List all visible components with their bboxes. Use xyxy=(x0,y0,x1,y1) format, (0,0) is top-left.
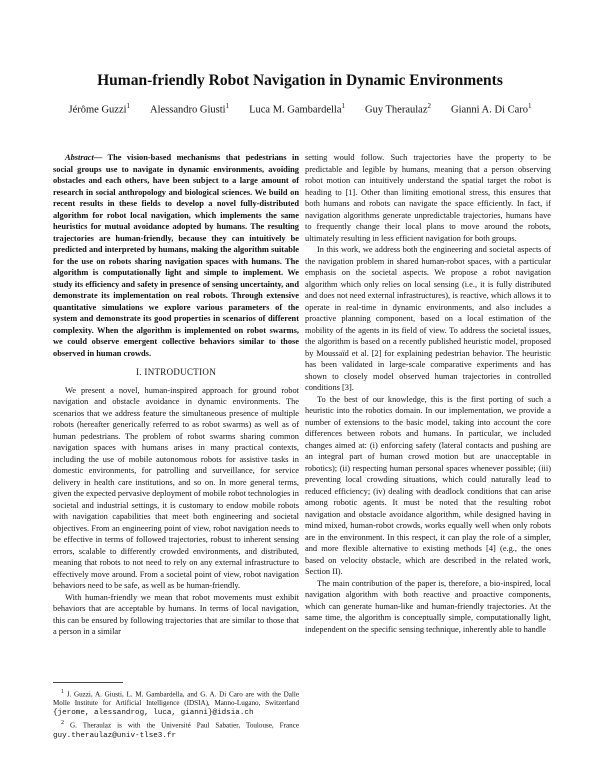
paragraph: With human-friendly we mean that robot movements must exhibit behaviors that are acceptable by humans. In terms of local navigation, this can be ensured by following trajectories that are similar to those that a person in a similar xyxy=(53,592,299,636)
author-email[interactable]: guy.theraulaz@univ-tlse3.fr xyxy=(53,731,177,740)
author: Jérôme Guzzi$^1$ xyxy=(68,102,131,116)
paper-title: Human-friendly Robot Navigation in Dynamic Environments xyxy=(97,72,503,89)
footnotes xyxy=(53,688,299,742)
right-column xyxy=(305,152,551,635)
author-list xyxy=(30,102,570,116)
abstract: Abstract— The vision-based mechanisms that pedestrians in social groups use to navigate in dynamic environments, avoiding obstacles and each others, have been subject to a large amount of research in social anthropology and biological sciences. We build on recent results in these fields to develop a novel fully-distributed algorithm for robot local navigation, which implements the same heuristics for mutual avoidance adopted by humans. The resulting trajectories are human-friendly, because they can intuitively be predicted and interpreted by humans, making the algorithm suitable for the use on robots sharing navigation spaces with humans. The algorithm is computationally light and simple to implement. We study its efficiency and safety in presence of sensing uncertainty, and demonstrate its implementation on real robots. Through extensive quantitative simulations we explore various parameters of the system and demonstrate its good properties in scenarios of different complexity. When the algorithm is implemented on robot swarms, we could observe emergent collective behaviors similar to those observed in human crowds. xyxy=(53,153,299,358)
author: Luca M. Gambardella$^1$ xyxy=(249,102,345,116)
author: Guy Theraulaz$^2$ xyxy=(365,102,431,116)
footnote-1: $^1$ J. Guzzi, A. Giusti, L. M. Gambardella, and G. A. Di Caro are with the Dalle Molle Institute for Artificial Intelligence (IDSIA), Manno-Lugano, Switzerland {jerome, alessandrog, luca, gianni}@idsia.ch xyxy=(53,689,299,718)
paragraph: To the best of our knowledge, this is the first porting of such a heuristic into the robotics domain. In our implementation, we provide a number of extensions to the basic model, taking into account the core differences between robots and humans. In particular, we included changes aimed at: (i) enforcing safety (lateral contacts and pushing are an integral part of human crowd motion but are unacceptable in robotics); (ii) respecting human personal spaces whenever possible; (iii) preventing local crowding situations, which could naturally lead to reduced efficiency; (iv) dealing with deadlock conditions that can arise among robotic agents. It must be noted that the resulting robot navigation and obstacle avoidance algorithm, while designed having in mind mixed, human-robot crowds, works equally well when only robots are in the environment. In this respect, it can play the role of a simpler, and more flexible alternative to existing methods [4] (e.g., the ones based on velocity obstacle, which are described in the related work, Section II). xyxy=(305,394,551,576)
paragraph: In this work, we address both the engineering and societal aspects of the navigation problem in shared human-robot spaces, with a particular emphasis on the societal aspects. We propose a robot navigation algorithm which only relies on local sensing (i.e., it is fully distributed and does not need external infrastructures), is reactive, which allows it to operate in real-time in dynamic environments, and also includes a proactive planning component, based on a local estimation of the mobility of the agents in its field of view. To address the societal issues, the algorithm is based on a recently published heuristic model, proposed by Moussaïd et al. [2] for explaining pedestrian behavior. The heuristic has been validated in large-scale comparative experiments and has shown to closely model observed human trajectories in controlled conditions [3]. xyxy=(305,245,551,392)
paragraph: We present a novel, human-inspired approach for ground robot navigation and obstacle avoidance in dynamic environments. The scenarios that we address feature the simultaneous presence of multiple robots (hereafter generically referred to as robot swarms) as well as of human pedestrians. The problem of robot swarms sharing common navigation spaces with humans arises in many practical contexts, including the use of mobile autonomous robots for assistive tasks in domestic environments, for patrolling and surveillance, for service delivery in health care institutions, and so on. In more general terms, given the expected pervasive deployment of mobile robot technologies in societal and industrial settings, it is customary to endow mobile robots with navigation capabilities that meet both engineering and societal objectives. From an engineering point of view, robot navigation needs to be effective in terms of followed trajectories, robust to inherent sensing errors, scalable to differently crowded environments, and distributed, meaning that robots to not need to rely on any external infrastructure to effectively move around. From a societal point of view, robot navigation behaviors need to be safe, as well as be human-friendly. xyxy=(53,385,299,590)
left-column xyxy=(53,152,299,638)
paragraph: setting would follow. Such trajectories have the property to be predictable and legible by humans, meaning that a person observing robot motion can intuitively understand the spatial target the robot is heading to [1]. Other than limiting emotional stress, this ensures that both humans and robots can navigate the space efficiently. In fact, if navigation algorithms generate unpredictable trajectories, humans have to frequently change their local plans to move around the robots, ultimately resulting in less efficient navigation for both groups. xyxy=(305,153,551,243)
author-email[interactable]: {jerome, alessandrog, luca, gianni}@idsia.ch xyxy=(53,709,254,718)
section-heading-introduction: I. INTRODUCTION xyxy=(136,367,216,377)
paragraph: The main contribution of the paper is, therefore, a bio-inspired, local navigation algorithm with both reactive and proactive components, which can generate human-like and human-friendly trajectories. At the same time, the algorithm is conceptually simple, computationally light, independent on the specific sensing technique, inherently able to handle xyxy=(305,578,551,634)
footnote-rule xyxy=(53,682,123,683)
footnote-2: $^2$ G. Theraulaz is with the Université Paul Sabatier, Toulouse, France guy.theraulaz@univ-tlse3.fr xyxy=(53,720,299,740)
author: Gianni A. Di Caro$^1$ xyxy=(451,102,532,116)
author: Alessandro Giusti$^1$ xyxy=(150,102,230,116)
